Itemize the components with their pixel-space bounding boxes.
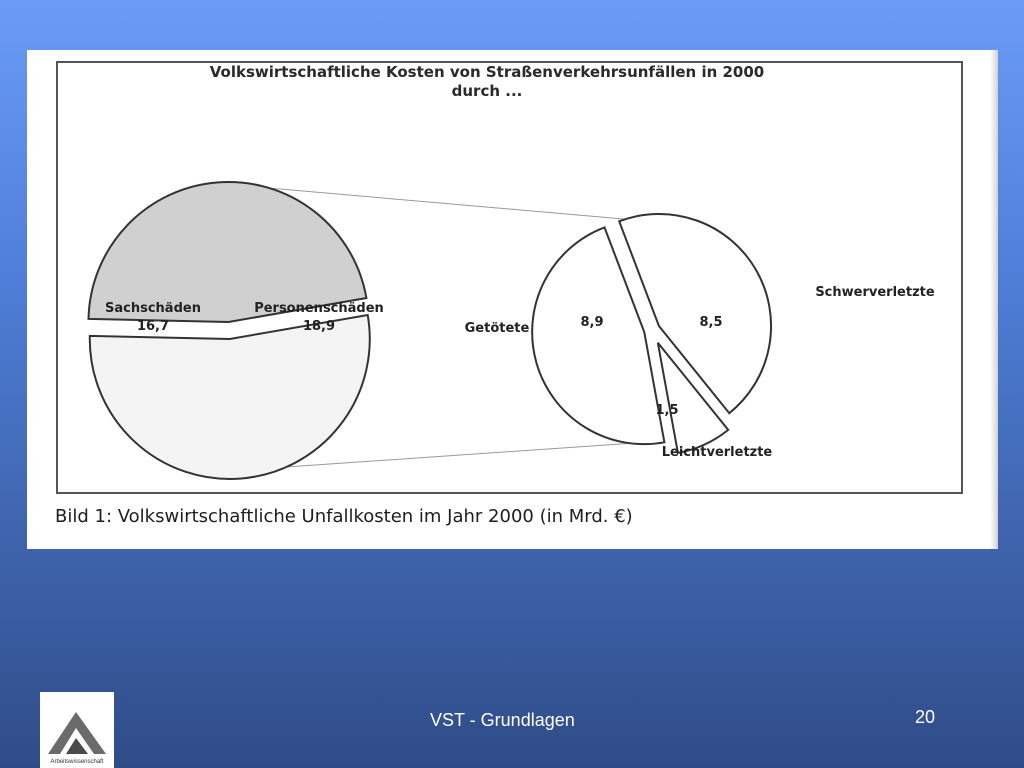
value-sachschaeden: 16,7 — [136, 319, 170, 334]
triangle-logo-icon — [40, 698, 114, 758]
slice-personenschaeden — [90, 315, 370, 479]
slide-image — [27, 50, 998, 549]
value-schwerverletzte: 8,5 — [699, 315, 723, 330]
label-personenschaeden: Personenschäden — [254, 301, 384, 316]
logo-label: Arbeitswissenschaft — [50, 759, 104, 765]
value-personenschaeden: 18,9 — [302, 319, 336, 334]
pie-charts — [27, 50, 998, 549]
value-getoetete: 8,9 — [580, 315, 604, 330]
label-leichtverletzte: Leichtverletzte — [661, 445, 773, 460]
value-leichtverletzte: 1,5 — [655, 403, 679, 418]
chart-title-line-2: durch ... — [451, 82, 523, 100]
footer-title: VST - Grundlagen — [430, 710, 575, 730]
chart-title-line-1: Volkswirtschaftliche Kosten von Straßenverkehrsunfällen in 2000 — [209, 63, 765, 81]
label-sachschaeden: Sachschäden — [105, 301, 201, 316]
label-schwerverletzte: Schwerverletzte — [815, 285, 935, 300]
page-number: 20 — [915, 707, 936, 727]
label-getoetete: Getötete — [464, 321, 530, 336]
figure-caption: Bild 1: Volkswirtschaftliche Unfallkosten im Jahr 2000 (in Mrd. €) — [55, 506, 633, 527]
institute-logo — [40, 692, 114, 768]
